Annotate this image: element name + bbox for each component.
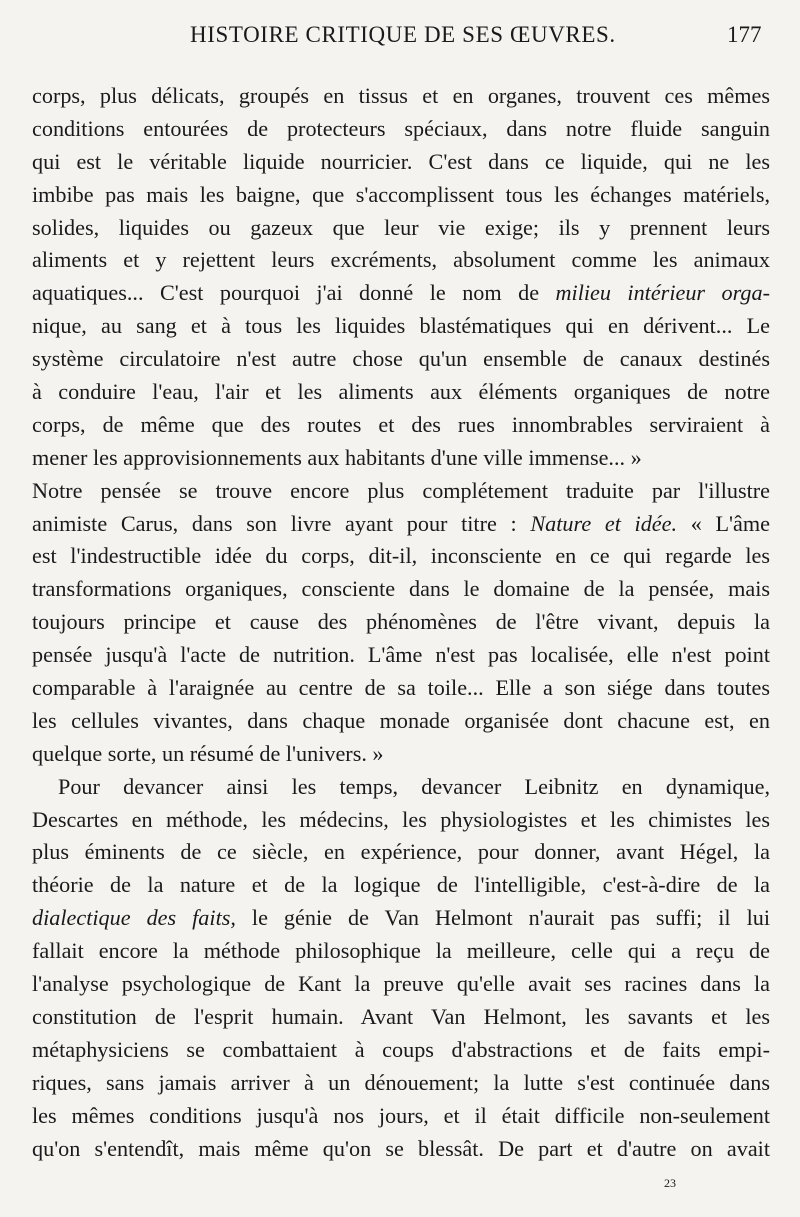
body-text xyxy=(32,80,770,1165)
text-line: Descartes en méthode, les médecins, les physiologistes et les chimistes les xyxy=(32,806,770,832)
text-line: riques, sans jamais arriver à un dénouement; la lutte s'est continuée dans xyxy=(32,1069,770,1095)
page-title: HISTOIRE CRITIQUE DE SES ŒUVRES. xyxy=(190,22,616,47)
italic-phrase: dialectique des faits, xyxy=(32,905,236,931)
text-line: imbibe pas mais les baigne, que s'accomplissent tous les échanges matériels, xyxy=(32,181,770,207)
text-segment: le génie de Van Helmont n'aurait pas suffi; il lui xyxy=(251,905,770,931)
text-line: mener les approvisionnements aux habitants d'une ville immense... » xyxy=(32,444,642,470)
text-line: corps, de même que des routes et des rues innombrables serviraient à xyxy=(32,411,770,437)
text-line: conditions entourées de protecteurs spéciaux, dans notre fluide sanguin xyxy=(32,115,770,141)
text-line xyxy=(32,508,770,541)
text-line: qu'on s'entendît, mais même qu'on se blessât. De part et d'autre on avait xyxy=(32,1135,770,1161)
text-line: théorie de la nature et de la logique de l'intelligible, c'est-à-dire de la xyxy=(32,872,770,898)
text-line: comparable à l'araignée au centre de sa toile... Elle a son siége dans toutes xyxy=(32,675,770,701)
text-line: fallait encore la méthode philosophique la meilleure, celle qui a reçu de xyxy=(32,938,770,964)
text-segment: aquatiques... C'est pourquoi j'ai donné le nom de xyxy=(32,280,540,306)
italic-title: Nature et idée. xyxy=(530,510,678,536)
text-line: constitution de l'esprit humain. Avant Van Helmont, les savants et les xyxy=(32,1003,770,1029)
text-line: est l'indestructible idée du corps, dit-il, inconsciente en ce qui regarde les xyxy=(32,543,770,569)
text-line: solides, liquides ou gazeux que leur vie exige; ils y prennent leurs xyxy=(32,214,770,240)
text-line: les mêmes conditions jusqu'à nos jours, et il était difficile non-seulement xyxy=(32,1102,770,1128)
text-segment: nique, au sang et à tous les liquides blastématiques qui en dérivent... Le xyxy=(32,313,770,339)
text-line: Pour devancer ainsi les temps, devancer Leibnitz en dynamique, xyxy=(58,773,770,799)
italic-phrase: milieu intérieur orga- xyxy=(555,280,770,306)
text-line: aliments et y rejettent leurs excréments, absolument comme les animaux xyxy=(32,247,770,273)
text-line: système circulatoire n'est autre chose qu'un ensemble de canaux destinés xyxy=(32,346,770,372)
text-line: les cellules vivantes, dans chaque monade organisée dont chacune est, en xyxy=(32,707,770,733)
text-line: métaphysiciens se combattaient à coups d'abstractions et de faits empi- xyxy=(32,1036,770,1062)
text-line xyxy=(32,277,770,310)
text-line: quelque sorte, un résumé de l'univers. » xyxy=(32,740,384,766)
page-number: 177 xyxy=(727,22,762,47)
text-line: plus éminents de ce siècle, en expérience, pour donner, avant Hégel, la xyxy=(32,839,770,865)
text-line: corps, plus délicats, groupés en tissus et en organes, trouvent ces mêmes xyxy=(32,83,770,108)
text-line xyxy=(32,310,770,343)
running-head xyxy=(0,22,800,56)
text-line: l'analyse psychologique de Kant la preuve qu'elle avait ses racines dans la xyxy=(32,971,770,997)
text-line: toujours principe et cause des phénomènes de l'être vivant, depuis la xyxy=(32,609,770,635)
text-segment: animiste Carus, dans son livre ayant pour titre : xyxy=(32,510,517,536)
text-line: Notre pensée se trouve encore plus complétement traduite par l'illustre xyxy=(32,477,770,503)
text-line: qui est le véritable liquide nourricier. C'est dans ce liquide, qui ne les xyxy=(32,148,770,174)
text-segment: « L'âme xyxy=(690,510,770,536)
text-line: transformations organiques, consciente dans le domaine de la pensée, mais xyxy=(32,576,770,602)
text-line: à conduire l'eau, l'air et les aliments aux éléments organiques de notre xyxy=(32,379,770,405)
signature-mark: 23 xyxy=(664,1176,676,1190)
text-line: pensée jusqu'à l'acte de nutrition. L'âme n'est pas localisée, elle n'est point xyxy=(32,642,770,668)
text-line xyxy=(32,902,770,935)
